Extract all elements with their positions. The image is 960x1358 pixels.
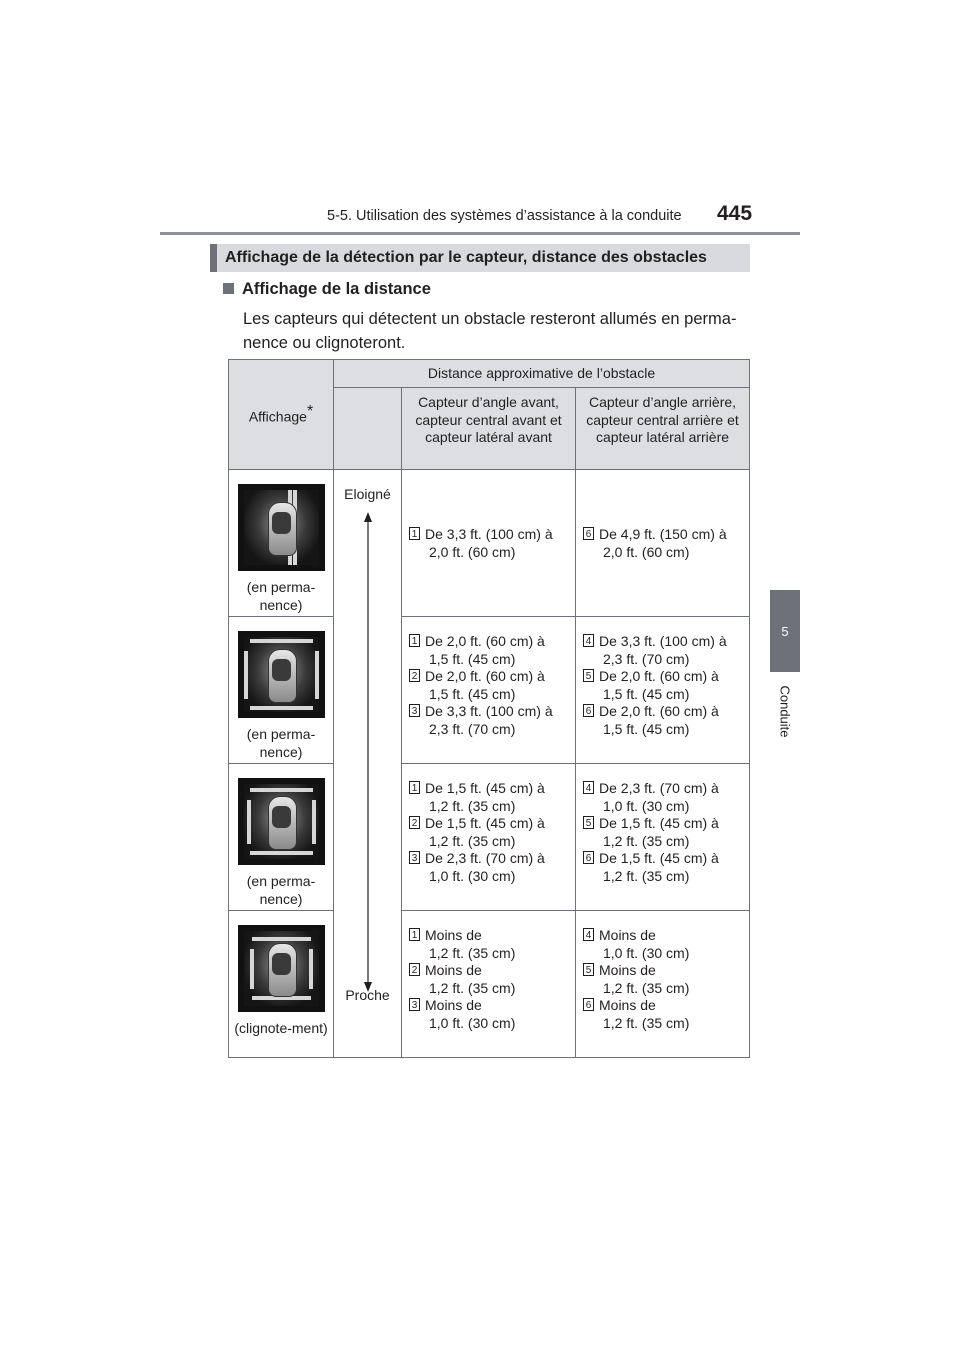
front-distance-cell <box>402 470 576 617</box>
page-number: 445 <box>717 202 753 225</box>
distance-entry <box>580 633 743 668</box>
distance-text: De 4,9 ft. (150 cm) à <box>599 526 727 542</box>
distance-text: 1,0 ft. (30 cm) <box>603 944 690 961</box>
body-paragraph: Les capteurs qui détectent un obstacle resteront allumés en perma-nence ou clignoteront. <box>243 310 737 352</box>
rear-distance-cell <box>576 764 750 911</box>
distance-text: De 1,5 ft. (45 cm) à <box>599 815 719 831</box>
sensor-number-badge: 3 <box>409 704 420 717</box>
sensor-display-image <box>238 925 325 1012</box>
distance-text: De 2,0 ft. (60 cm) à <box>425 633 545 649</box>
sensor-number-badge: 1 <box>409 781 420 794</box>
distance-text: 1,0 ft. (30 cm) <box>603 797 690 814</box>
distance-text: 1,2 ft. (35 cm) <box>429 944 516 961</box>
sensor-number-badge: 1 <box>409 527 420 540</box>
distance-text: De 2,0 ft. (60 cm) à <box>599 703 719 719</box>
header-distance-label: Distance approximative de l’obstacle <box>427 364 656 381</box>
distance-text: 2,0 ft. (60 cm) <box>603 543 690 560</box>
rear-distance-cell <box>576 617 750 764</box>
sensor-number-badge: 3 <box>409 851 420 864</box>
distance-text: De 1,5 ft. (45 cm) à <box>425 815 545 831</box>
sensor-number-badge: 2 <box>409 963 420 976</box>
distance-entry <box>406 927 569 962</box>
sensor-display-image <box>238 631 325 718</box>
distance-text: 1,5 ft. (45 cm) <box>603 720 690 737</box>
header-rear-sensors <box>576 388 750 470</box>
sensor-display-image <box>238 778 325 865</box>
near-label: Proche <box>345 986 390 1003</box>
sensor-number-badge: 4 <box>583 634 594 647</box>
header-rear-label: Capteur d’angle arrière, capteur central arrière et capteur latéral arrière <box>586 394 739 445</box>
distance-text: Moins de <box>425 962 482 978</box>
sub-heading <box>223 280 431 299</box>
sensor-number-badge: 6 <box>583 527 594 540</box>
display-cell <box>229 617 334 764</box>
distance-text: Moins de <box>599 927 656 943</box>
double-arrow-icon <box>358 512 378 992</box>
distance-text: 1,5 ft. (45 cm) <box>429 685 516 702</box>
distance-entry <box>580 997 743 1032</box>
distance-text: Moins de <box>425 997 482 1013</box>
chapter-label <box>770 676 800 746</box>
distance-text: Moins de <box>425 927 482 943</box>
distance-table <box>228 359 750 1058</box>
footnote-mark: * <box>306 402 314 420</box>
distance-text: 1,2 ft. (35 cm) <box>603 867 690 884</box>
distance-text: De 2,0 ft. (60 cm) à <box>425 668 545 684</box>
distance-entry <box>406 780 569 815</box>
sensor-number-badge: 2 <box>409 669 420 682</box>
distance-entry <box>406 668 569 703</box>
sensor-number-badge: 6 <box>583 851 594 864</box>
sensor-number-badge: 4 <box>583 781 594 794</box>
rear-distance-cell <box>576 911 750 1058</box>
distance-entry <box>406 526 569 561</box>
front-distance-cell <box>402 764 576 911</box>
header-display <box>229 360 334 470</box>
header-divider <box>160 232 800 235</box>
distance-entry <box>406 703 569 738</box>
header-front-sensors <box>402 388 576 470</box>
distance-text: Moins de <box>599 997 656 1013</box>
distance-entry <box>580 780 743 815</box>
distance-text: 2,3 ft. (70 cm) <box>603 650 690 667</box>
running-header-title: 5-5. Utilisation des systèmes d’assistance à la conduite <box>327 208 682 224</box>
display-caption: (en perma-nence) <box>246 579 316 613</box>
distance-entry <box>580 815 743 850</box>
front-distance-cell <box>402 617 576 764</box>
distance-arrow-cell <box>334 470 402 1058</box>
sensor-number-badge: 1 <box>409 634 420 647</box>
sensor-number-badge: 5 <box>583 669 594 682</box>
distance-text: De 3,3 ft. (100 cm) à <box>425 526 553 542</box>
distance-text: 1,0 ft. (30 cm) <box>429 867 516 884</box>
display-cell <box>229 470 334 617</box>
chapter-label-text: Conduite <box>777 684 793 738</box>
distance-text: 2,3 ft. (70 cm) <box>429 720 516 737</box>
distance-text: 1,2 ft. (35 cm) <box>429 832 516 849</box>
header-front-label: Capteur d’angle avant, capteur central avant et capteur latéral avant <box>415 394 562 445</box>
distance-text: De 3,3 ft. (100 cm) à <box>425 703 553 719</box>
sensor-number-badge: 3 <box>409 998 420 1011</box>
distance-text: Moins de <box>599 962 656 978</box>
distance-text: 1,2 ft. (35 cm) <box>603 832 690 849</box>
square-bullet-icon <box>223 283 234 294</box>
distance-text: 1,5 ft. (45 cm) <box>603 685 690 702</box>
display-caption: (clignote-ment) <box>234 1020 328 1036</box>
sensor-number-badge: 5 <box>583 816 594 829</box>
sensor-number-badge: 1 <box>409 928 420 941</box>
distance-entry <box>406 633 569 668</box>
distance-text: 2,0 ft. (60 cm) <box>429 543 516 560</box>
section-heading-box <box>210 244 750 272</box>
distance-text: 1,2 ft. (35 cm) <box>603 979 690 996</box>
distance-entry <box>406 850 569 885</box>
sensor-number-badge: 4 <box>583 928 594 941</box>
distance-text: De 2,3 ft. (70 cm) à <box>425 850 545 866</box>
distance-entry <box>580 526 743 561</box>
distance-entry <box>406 962 569 997</box>
distance-text: De 2,0 ft. (60 cm) à <box>599 668 719 684</box>
display-caption: (en perma-nence) <box>246 726 316 760</box>
sensor-display-image <box>238 484 325 571</box>
distance-entry <box>580 927 743 962</box>
rear-distance-cell <box>576 470 750 617</box>
distance-entry <box>580 962 743 997</box>
front-distance-cell <box>402 911 576 1058</box>
display-cell <box>229 911 334 1058</box>
display-caption: (en perma-nence) <box>246 873 316 907</box>
distance-entry <box>580 668 743 703</box>
header-display-label: Affichage <box>248 408 307 425</box>
distance-entry <box>580 703 743 738</box>
section-heading: Affichage de la détection par le capteur, distance des obstacles <box>225 249 707 266</box>
sensor-number-badge: 6 <box>583 704 594 717</box>
distance-text: 1,2 ft. (35 cm) <box>429 797 516 814</box>
sensor-number-badge: 2 <box>409 816 420 829</box>
display-cell <box>229 764 334 911</box>
sensor-number-badge: 6 <box>583 998 594 1011</box>
distance-text: De 1,5 ft. (45 cm) à <box>599 850 719 866</box>
distance-text: De 2,3 ft. (70 cm) à <box>599 780 719 796</box>
sub-heading-text: Affichage de la distance <box>242 280 431 298</box>
distance-entry <box>406 815 569 850</box>
sensor-number-badge: 5 <box>583 963 594 976</box>
distance-entry <box>580 850 743 885</box>
chapter-number: 5 <box>781 623 789 639</box>
header-distance <box>334 360 750 388</box>
distance-text: De 3,3 ft. (100 cm) à <box>599 633 727 649</box>
distance-text: 1,2 ft. (35 cm) <box>603 1014 690 1031</box>
distance-entry <box>406 997 569 1032</box>
distance-text: 1,5 ft. (45 cm) <box>429 650 516 667</box>
distance-text: 1,2 ft. (35 cm) <box>429 979 516 996</box>
distance-text: 1,0 ft. (30 cm) <box>429 1014 516 1031</box>
far-label: Eloigné <box>344 486 391 502</box>
distance-text: De 1,5 ft. (45 cm) à <box>425 780 545 796</box>
chapter-tab <box>770 590 800 672</box>
